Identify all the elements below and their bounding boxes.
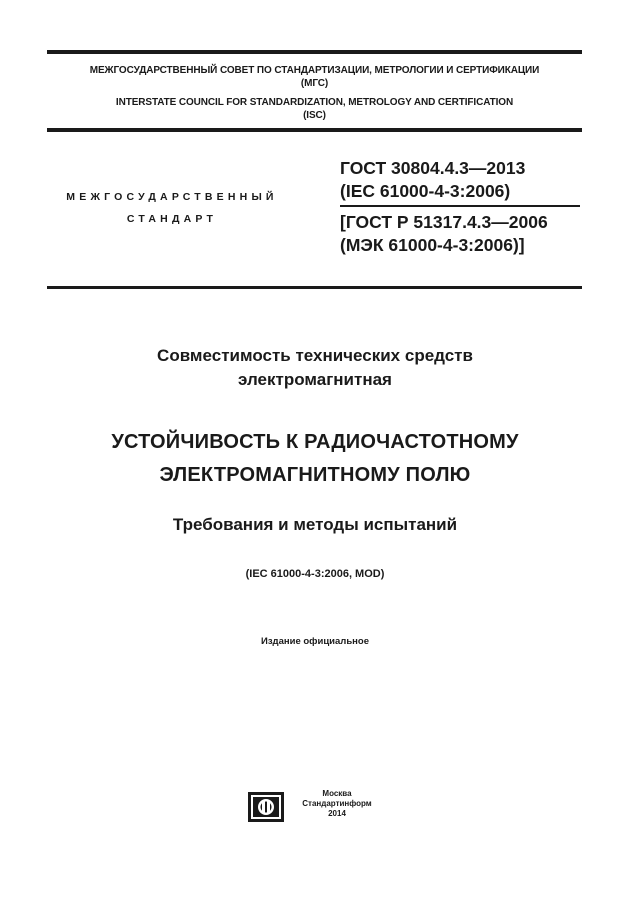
document-part-title: Требования и методы испытаний: [172, 515, 458, 534]
replaced-standard-iec: (МЭК 61000-4-3:2006)]: [340, 235, 525, 255]
standard-designation: ГОСТ 30804.4.3—2013: [340, 158, 526, 178]
subtitle-line1: Совместимость технических средств: [157, 346, 473, 365]
title-line2: ЭЛЕКТРОМАГНИТНОМУ ПОЛЮ: [159, 464, 471, 486]
standartinform-logo-icon: [248, 792, 284, 822]
edition-label: Издание официальное: [261, 636, 369, 647]
middle-rule: [47, 128, 582, 132]
standard-kind-line2: СТАНДАРТ: [126, 213, 218, 225]
standard-designation-block: [340, 157, 590, 257]
subtitle-line2: электромагнитная: [238, 370, 392, 389]
publisher-imprint: [292, 789, 382, 819]
council-en-line1: INTERSTATE COUNCIL FOR STANDARDIZATION, METROLOGY AND CERTIFICATION: [115, 97, 514, 108]
standard-kind: [52, 186, 292, 230]
council-en-line2: (ISC): [303, 110, 326, 121]
document-title: [0, 426, 630, 492]
publisher-name: Стандартинформ: [302, 799, 372, 808]
standard-iec-reference: (IEC 61000-4-3:2006): [340, 181, 511, 201]
council-name-ru: [47, 64, 582, 90]
designation-divider: [340, 205, 580, 207]
publication-year: 2014: [328, 809, 346, 818]
council-ru-line1: МЕЖГОСУДАРСТВЕННЫЙ СОВЕТ ПО СТАНДАРТИЗАЦИИ, МЕТРОЛОГИИ И СЕРТИФИКАЦИИ: [89, 65, 540, 76]
council-name-en: [47, 96, 582, 122]
standard-kind-line1: МЕЖГОСУДАРСТВЕННЫЙ: [66, 191, 278, 203]
council-ru-line2: (МГС): [300, 78, 329, 89]
publisher-city: Москва: [322, 789, 352, 798]
document-subtitle: [0, 344, 630, 392]
international-reference: (IEC 61000-4-3:2006, MOD): [245, 568, 385, 580]
top-rule: [47, 50, 582, 54]
title-line1: УСТОЙЧИВОСТЬ К РАДИОЧАСТОТНОМУ: [111, 431, 519, 453]
bottom-rule: [47, 286, 582, 289]
replaced-standard: [ГОСТ Р 51317.4.3—2006: [340, 212, 548, 232]
